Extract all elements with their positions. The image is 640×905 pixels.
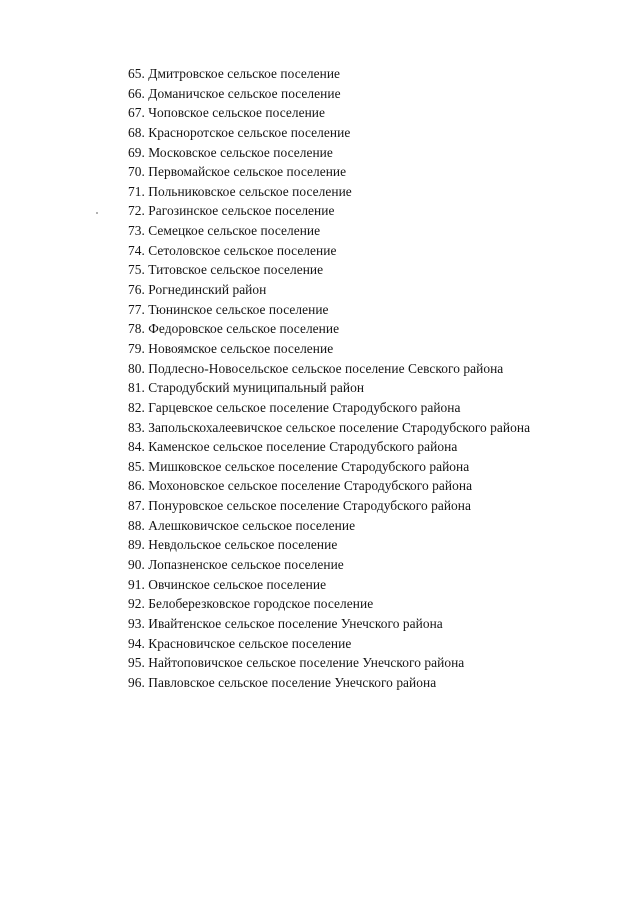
list-item: 80. Подлесно-Новосельское сельское поселение Севского района	[128, 360, 504, 376]
list-item: 68. Красноротское сельское поселение	[128, 124, 351, 140]
list-item: 71. Польниковское сельское поселение	[128, 183, 352, 199]
list-item: 66. Доманичское сельское поселение	[128, 85, 341, 101]
list-item: 92. Белоберезковское городское поселение	[128, 596, 374, 612]
settlement-list	[128, 64, 530, 693]
list-item: 85. Мишковское сельское поселение Стародубского района	[128, 458, 470, 474]
list-item: 88. Алешковичское сельское поселение	[128, 517, 356, 533]
list-item: 70. Первомайское сельское поселение	[128, 164, 347, 180]
list-item: 87. Понуровское сельское поселение Стародубского района	[128, 498, 472, 514]
list-item: 93. Ивайтенское сельское поселение Унечского района	[128, 615, 443, 631]
scan-artifact-dot	[96, 212, 98, 214]
list-item: 69. Московское сельское поселение	[128, 144, 333, 160]
list-item: 72. Рагозинское сельское поселение	[128, 203, 335, 219]
list-item: 86. Мохоновское сельское поселение Стародубского района	[128, 478, 473, 494]
list-item: 67. Чоповское сельское поселение	[128, 105, 326, 121]
list-item: 95. Найтоповичское сельское поселение Унечского района	[128, 655, 465, 671]
list-item: 90. Лопазненское сельское поселение	[128, 557, 344, 573]
list-item: 76. Рогнединский район	[128, 282, 267, 298]
list-item: 65. Дмитровское сельское поселение	[128, 66, 341, 81]
list-item: 96. Павловское сельское поселение Унечского района	[128, 674, 437, 690]
list-item: 82. Гарцевское сельское поселение Стародубского района	[128, 399, 461, 415]
list-item: 75. Титовское сельское поселение	[128, 262, 324, 278]
list-item: 84. Каменское сельское поселение Стародубского района	[128, 439, 458, 455]
list-item: 89. Невдольское сельское поселение	[128, 537, 338, 553]
list-item: 73. Семецкое сельское поселение	[128, 223, 321, 239]
list-item: 81. Стародубский муниципальный район	[128, 380, 365, 396]
list-item: 91. Овчинское сельское поселение	[128, 576, 327, 592]
list-item: 78. Федоровское сельское поселение	[128, 321, 340, 337]
list-item: 83. Запольскохалеевичское сельское поселение Стародубского района	[128, 419, 531, 435]
list-item: 77. Тюнинское сельское поселение	[128, 301, 329, 317]
list-item: 79. Новоямское сельское поселение	[128, 340, 334, 356]
list-item: 94. Красновичское сельское поселение	[128, 635, 352, 651]
list-item: 74. Сетоловское сельское поселение	[128, 242, 337, 258]
